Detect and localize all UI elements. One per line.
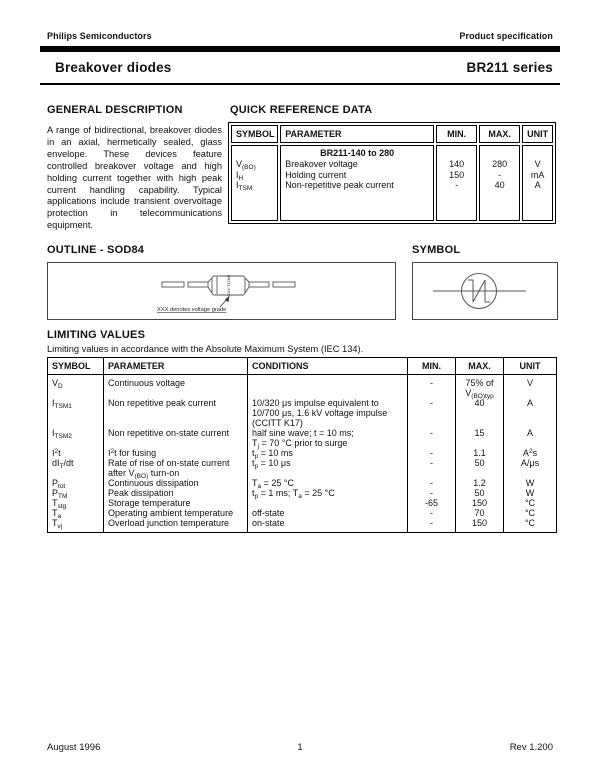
quick-reference-heading: QUICK REFERENCE DATA bbox=[230, 104, 373, 116]
lv-symbol-cell: $dI_T/dt$ bbox=[48, 458, 104, 478]
lv-unit-cell: $A^2s$ bbox=[504, 448, 557, 458]
lv-max-cell: 150 bbox=[456, 518, 504, 533]
lv-conditions-cell: $T_a = 25$ °C bbox=[248, 478, 408, 488]
limiting-values-row bbox=[48, 375, 557, 399]
lv-unit-cell: °C bbox=[504, 518, 557, 533]
lv-col-unit: UNIT bbox=[504, 358, 557, 375]
symbol-box bbox=[412, 262, 558, 320]
footer-revision: Rev 1.200 bbox=[509, 742, 553, 753]
qrd-line bbox=[527, 148, 548, 159]
lv-parameter-cell: Non repetitive on-state current bbox=[104, 428, 248, 448]
lv-symbol-cell: $I_{TSM2}$ bbox=[48, 428, 104, 448]
qrd-min-cell bbox=[436, 145, 477, 221]
qrd-line: - bbox=[498, 169, 502, 180]
limiting-values-row bbox=[48, 498, 557, 508]
limiting-values-row bbox=[48, 478, 557, 488]
qrd-line: V bbox=[534, 158, 541, 169]
lv-min-cell: - bbox=[408, 375, 456, 399]
lv-parameter-cell: Overload junction temperature bbox=[104, 518, 248, 533]
lv-max-cell: 150 bbox=[456, 498, 504, 508]
footer-date: August 1996 bbox=[47, 742, 101, 753]
lv-unit-cell: A bbox=[504, 428, 557, 448]
qrd-max-cell bbox=[479, 145, 520, 221]
lv-min-cell: - bbox=[408, 448, 456, 458]
limiting-values-row bbox=[48, 518, 557, 533]
qrd-line: 150 bbox=[449, 169, 465, 180]
lv-parameter-cell: Continuous dissipation bbox=[104, 478, 248, 488]
limiting-values-heading: LIMITING VALUES bbox=[47, 329, 146, 341]
lv-unit-cell: W bbox=[504, 478, 557, 488]
limiting-values-row bbox=[48, 398, 557, 428]
footer-page-number: 1 bbox=[297, 742, 303, 753]
package-marking-text: BR211-XXX bbox=[226, 274, 232, 297]
qrd-line: 140 bbox=[449, 158, 465, 169]
lv-min-cell: - bbox=[408, 458, 456, 478]
lv-min-cell: - bbox=[408, 518, 456, 533]
lv-max-cell: 70 bbox=[456, 508, 504, 518]
limiting-values-table bbox=[47, 357, 557, 533]
limiting-values-row bbox=[48, 458, 557, 478]
qrd-col-max: MAX. bbox=[479, 125, 520, 143]
limiting-values-row bbox=[48, 508, 557, 518]
outline-heading: OUTLINE - SOD84 bbox=[47, 244, 145, 256]
lv-parameter-cell: Rate of rise of on-state current after $V_{(BO)}$ turn-on bbox=[104, 458, 248, 478]
lv-unit-cell: W bbox=[504, 488, 557, 498]
lv-parameter-cell: Continuous voltage bbox=[104, 375, 248, 399]
limiting-values-row bbox=[48, 448, 557, 458]
qrd-body-row bbox=[231, 145, 553, 221]
qrd-line bbox=[441, 148, 472, 159]
lv-conditions-cell: $t_p = 1$ ms; $T_a = 25$ °C bbox=[248, 488, 408, 498]
qrd-line: Non-repetitive peak current bbox=[285, 180, 394, 191]
lv-max-cell: 1.1 bbox=[456, 448, 504, 458]
lv-min-cell: - bbox=[408, 508, 456, 518]
lv-unit-cell: V bbox=[504, 375, 557, 399]
lv-col-conditions: CONDITIONS bbox=[248, 358, 408, 375]
lv-min-cell: -65 bbox=[408, 498, 456, 508]
qrd-line bbox=[484, 148, 515, 159]
series-title: BR211 series bbox=[466, 60, 553, 75]
qrd-line: Breakover voltage bbox=[285, 158, 358, 169]
qrd-col-parameter: PARAMETER bbox=[280, 125, 434, 143]
limiting-values-row bbox=[48, 428, 557, 448]
qrd-line: A bbox=[534, 180, 541, 191]
lv-parameter-cell: Operating ambient temperature bbox=[104, 508, 248, 518]
limiting-values-intro: Limiting values in accordance with the Absolute Maximum System (IEC 134). bbox=[47, 344, 364, 354]
lv-conditions-cell: on-state bbox=[248, 518, 408, 533]
lv-col-min: MIN. bbox=[408, 358, 456, 375]
lv-max-cell: 1.2 bbox=[456, 478, 504, 488]
lv-max-cell: 75% of $V_{(BO)typ}$ bbox=[456, 375, 504, 399]
lv-min-cell: - bbox=[408, 488, 456, 498]
lv-max-cell: 50 bbox=[456, 458, 504, 478]
lv-symbol-cell: $I_{TSM1}$ bbox=[48, 398, 104, 428]
lv-max-cell: 15 bbox=[456, 428, 504, 448]
symbol-heading: SYMBOL bbox=[412, 244, 461, 256]
lv-conditions-cell: off-state bbox=[248, 508, 408, 518]
lv-parameter-cell: Peak dissipation bbox=[104, 488, 248, 498]
lv-unit-cell: A bbox=[504, 398, 557, 428]
qrd-parameter-cell bbox=[280, 145, 434, 221]
header-rule-thin bbox=[40, 83, 560, 85]
lv-min-cell: - bbox=[408, 398, 456, 428]
lv-min-cell: - bbox=[408, 428, 456, 448]
qrd-line: BR211-140 to 280 bbox=[320, 148, 395, 158]
lv-col-parameter: PARAMETER bbox=[104, 358, 248, 375]
outline-drawing-box bbox=[47, 262, 396, 320]
lv-conditions-cell bbox=[248, 498, 408, 508]
header-rule-thick bbox=[40, 46, 560, 52]
qrd-col-symbol: SYMBOL bbox=[231, 125, 278, 143]
header-publisher: Philips Semiconductors bbox=[47, 31, 152, 41]
general-description-heading: GENERAL DESCRIPTION bbox=[47, 104, 183, 116]
breakover-diode-symbol bbox=[413, 263, 557, 319]
lv-unit-cell: A/μs bbox=[504, 458, 557, 478]
lv-min-cell: - bbox=[408, 478, 456, 488]
qrd-line: $I_{TSM}$ bbox=[236, 180, 253, 193]
lv-symbol-cell: $V_D$ bbox=[48, 375, 104, 399]
voltage-grade-note: XXX denotes voltage grade bbox=[157, 307, 227, 313]
qrd-line: 280 bbox=[492, 158, 508, 169]
lv-max-cell: 40 bbox=[456, 398, 504, 428]
lv-conditions-cell: half sine wave; t = 10 ms; $T_j = 70$ °C prior to surge bbox=[248, 428, 408, 448]
lv-symbol-cell: $T_{vj}$ bbox=[48, 518, 104, 533]
lv-parameter-cell: Non repetitive peak current bbox=[104, 398, 248, 428]
qrd-col-min: MIN. bbox=[436, 125, 477, 143]
lv-conditions-cell: $t_p = 10$ μs bbox=[248, 458, 408, 478]
lv-parameter-cell: $I^2t$ for fusing bbox=[104, 448, 248, 458]
page-title: Breakover diodes bbox=[55, 60, 172, 75]
lv-symbol-cell: $T_a$ bbox=[48, 508, 104, 518]
qrd-line: $V_{(BO)}$ bbox=[236, 158, 256, 171]
header-doc-type: Product specification bbox=[459, 31, 553, 41]
lv-unit-cell: °C bbox=[504, 498, 557, 508]
lv-unit-cell: °C bbox=[504, 508, 557, 518]
qrd-header-row bbox=[231, 125, 553, 143]
qrd-line: 40 bbox=[494, 180, 505, 191]
lv-max-cell: 50 bbox=[456, 488, 504, 498]
lv-symbol-cell: $P_{TM}$ bbox=[48, 488, 104, 498]
lv-conditions-cell: $t_p = 10$ ms bbox=[248, 448, 408, 458]
qrd-line: mA bbox=[530, 169, 545, 180]
qrd-col-unit: UNIT bbox=[522, 125, 553, 143]
limiting-values-row bbox=[48, 488, 557, 498]
qrd-unit-cell bbox=[522, 145, 553, 221]
qrd-line bbox=[236, 148, 273, 159]
sod84-package-drawing bbox=[48, 263, 395, 319]
qrd-line: Holding current bbox=[285, 169, 347, 180]
lv-header-row bbox=[48, 358, 557, 375]
lv-parameter-cell: Storage temperature bbox=[104, 498, 248, 508]
limiting-values-body bbox=[48, 375, 557, 533]
qrd-line: - bbox=[455, 180, 459, 191]
lv-col-max: MAX. bbox=[456, 358, 504, 375]
general-description-body: A range of bidirectional, breakover diodes in an axial, hermetically sealed, glass envelope. These devices feature controlled breakover voltage and high holding current together with high peak current handling capability. Typical applications include transient overvoltage protection in telecommunications equipment. bbox=[47, 125, 222, 231]
lv-symbol-cell: $T_{stg}$ bbox=[48, 498, 104, 508]
lv-col-symbol: SYMBOL bbox=[48, 358, 104, 375]
qrd-line: $I_H$ bbox=[236, 169, 244, 182]
qrd-symbol-cell bbox=[231, 145, 278, 221]
lv-conditions-cell bbox=[248, 375, 408, 399]
lv-symbol-cell: $P_{tot}$ bbox=[48, 478, 104, 488]
lv-symbol-cell: $I^2t$ bbox=[48, 448, 104, 458]
lv-conditions-cell: 10/320 μs impulse equivalent to 10/700 μs, 1.6 kV voltage impulse (CCITT K17) bbox=[248, 398, 408, 428]
quick-reference-table bbox=[228, 122, 556, 224]
